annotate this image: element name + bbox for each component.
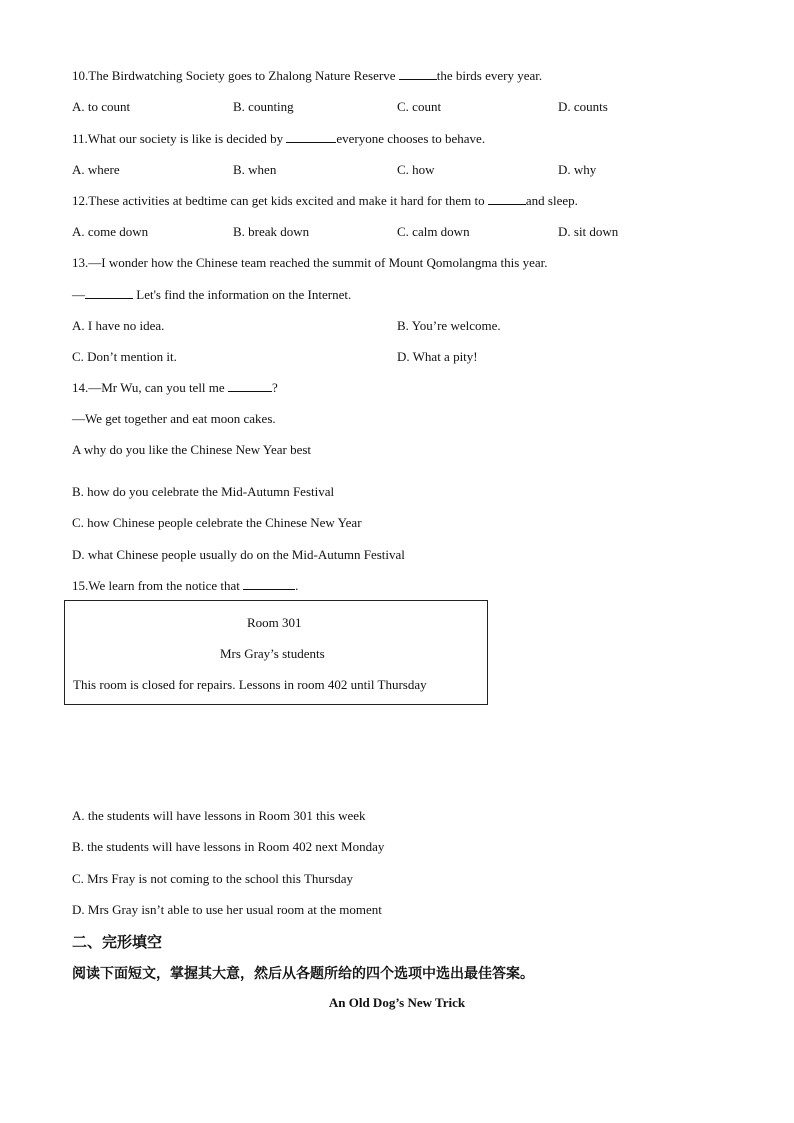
question-14-text: 14.—Mr Wu, can you tell me bbox=[72, 380, 228, 395]
option-a: A. to count bbox=[72, 99, 131, 114]
option-b: B. break down bbox=[233, 224, 310, 239]
answer-blank bbox=[488, 193, 526, 205]
option-c: C. how Chinese people celebrate the Chinese New Year bbox=[72, 515, 362, 530]
option-c: C. Mrs Fray is not coming to the school this Thursday bbox=[72, 871, 354, 886]
option-a: A. I have no idea. bbox=[72, 318, 165, 333]
question-14-stem bbox=[72, 380, 278, 396]
option-c: C. count bbox=[397, 99, 442, 114]
story-title: An Old Dog’s New Trick bbox=[328, 995, 466, 1010]
question-15-stem bbox=[72, 578, 298, 594]
question-11-text-end: everyone chooses to behave. bbox=[336, 131, 486, 146]
option-b: B. when bbox=[233, 162, 277, 177]
option-c: C. how bbox=[397, 162, 435, 177]
question-12-text: 12.These activities at bedtime can get kids excited and make it hard for them to bbox=[72, 193, 488, 208]
question-11-text: 11.What our society is like is decided by bbox=[72, 131, 287, 146]
answer-blank bbox=[228, 380, 272, 392]
question-10-stem bbox=[72, 68, 542, 84]
option-a: A. where bbox=[72, 162, 120, 177]
question-14-text-end: ? bbox=[271, 380, 278, 395]
option-d: D. why bbox=[558, 162, 597, 177]
notice-room: Room 301 bbox=[247, 615, 302, 630]
notice-box bbox=[64, 600, 488, 705]
option-d: D. what Chinese people usually do on the Mid-Autumn Festival bbox=[72, 547, 405, 562]
question-15-text: 15.We learn from the notice that bbox=[72, 578, 244, 593]
question-12-stem bbox=[72, 193, 578, 209]
option-d: D. What a pity! bbox=[397, 349, 478, 364]
question-10-text-end: the birds every year. bbox=[436, 68, 543, 83]
notice-students: Mrs Gray’s students bbox=[220, 646, 325, 661]
option-d: D. sit down bbox=[558, 224, 619, 239]
question-10-text: 10.The Birdwatching Society goes to Zhalong Nature Reserve bbox=[72, 68, 399, 83]
answer-blank bbox=[399, 68, 437, 80]
section-instruction: 阅读下面短文，掌握其大意，然后从各题所给的四个选项中选出最佳答案。 bbox=[72, 966, 534, 982]
option-b: B. the students will have lessons in Room 402 next Monday bbox=[72, 839, 385, 854]
dash: — bbox=[72, 287, 85, 302]
option-a: A. come down bbox=[72, 224, 149, 239]
option-c: C. Don’t mention it. bbox=[72, 349, 177, 364]
answer-blank bbox=[243, 578, 295, 590]
option-c: C. calm down bbox=[397, 224, 470, 239]
option-b: B. how do you celebrate the Mid-Autumn Festival bbox=[72, 484, 335, 499]
answer-blank bbox=[286, 131, 336, 143]
question-14-reply: —We get together and eat moon cakes. bbox=[72, 411, 276, 426]
option-b: B. You’re welcome. bbox=[397, 318, 501, 333]
question-13-reply bbox=[72, 287, 351, 303]
section-title: 二、完形填空 bbox=[72, 933, 163, 951]
notice-message: This room is closed for repairs. Lessons in room 402 until Thursday bbox=[73, 677, 427, 692]
question-12-text-end: and sleep. bbox=[525, 193, 578, 208]
question-15-text-end: . bbox=[295, 578, 299, 593]
option-a: A. the students will have lessons in Room 301 this week bbox=[72, 808, 366, 823]
answer-blank bbox=[85, 287, 133, 299]
option-a: A why do you like the Chinese New Year best bbox=[72, 442, 312, 457]
question-11-stem bbox=[72, 131, 485, 147]
option-b: B. counting bbox=[233, 99, 294, 114]
question-13-stem: 13.—I wonder how the Chinese team reached the summit of Mount Qomolangma this year. bbox=[72, 255, 548, 270]
question-13-reply-text: Let's find the information on the Internet. bbox=[133, 287, 352, 302]
option-d: D. counts bbox=[558, 99, 608, 114]
option-d: D. Mrs Gray isn’t able to use her usual room at the moment bbox=[72, 902, 382, 917]
